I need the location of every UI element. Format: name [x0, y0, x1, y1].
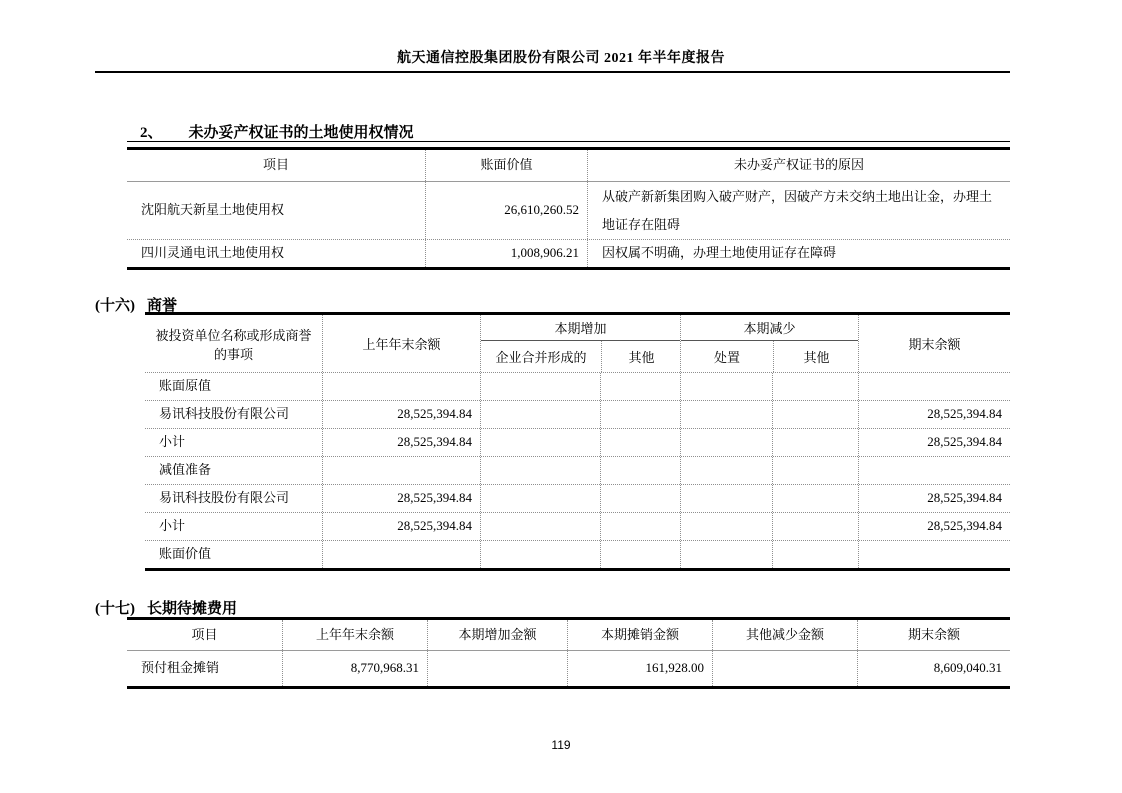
goodwill-col-increase-other: 其他 — [601, 341, 681, 372]
goodwill-col-increase-group — [480, 315, 680, 372]
land-col-reason: 未办妥产权证书的原因 — [587, 150, 1010, 181]
goodwill-col-end: 期末余额 — [858, 315, 1010, 372]
goodwill-cell-inc2 — [600, 541, 680, 568]
section-goodwill-number: (十六) — [95, 298, 135, 314]
land-table — [127, 147, 1010, 270]
section-land-number: 2、 — [140, 125, 163, 141]
land-row-item: 四川灵通电讯土地使用权 — [141, 245, 285, 261]
goodwill-cell-prev — [322, 541, 480, 568]
deferred-cell-end: 8,609,040.31 — [857, 651, 1010, 686]
land-row-item: 沈阳航天新星土地使用权 — [141, 202, 285, 218]
goodwill-cell-dec1 — [680, 541, 772, 568]
goodwill-cell-dec2 — [772, 373, 858, 400]
section-deferred-title: 长期待摊费用 — [147, 601, 238, 617]
land-col-value: 账面价值 — [425, 150, 587, 181]
goodwill-cell-dec2 — [772, 513, 858, 540]
section-land-heading — [140, 121, 414, 142]
goodwill-cell-end — [858, 373, 1010, 400]
goodwill-cell-inc1 — [480, 373, 600, 400]
section-deferred-number: (十七) — [95, 601, 135, 617]
deferred-col-other-decrease: 其他减少金额 — [712, 620, 857, 650]
goodwill-cell-inc1 — [480, 541, 600, 568]
goodwill-cell-inc2 — [600, 457, 680, 484]
deferred-col-end: 期末余额 — [857, 620, 1010, 650]
goodwill-row-subtotal — [145, 512, 1010, 540]
goodwill-cell-dec1 — [680, 457, 772, 484]
goodwill-cell-item: 小计 — [159, 434, 186, 450]
land-row-value: 1,008,906.21 — [425, 240, 587, 267]
section-land-underline — [127, 141, 1010, 142]
section-goodwill-title: 商誉 — [147, 298, 178, 314]
goodwill-cell-inc2 — [600, 485, 680, 512]
goodwill-cell-dec1 — [680, 485, 772, 512]
deferred-col-item: 项目 — [191, 626, 218, 642]
header-rule — [95, 71, 1010, 73]
goodwill-row-book-value — [145, 540, 1010, 568]
goodwill-cell-inc1 — [480, 485, 600, 512]
goodwill-row-original-value — [145, 372, 1010, 400]
goodwill-cell-inc2 — [600, 401, 680, 428]
land-row-value: 26,610,260.52 — [425, 182, 587, 239]
deferred-col-increase: 本期增加金额 — [427, 620, 567, 650]
land-row-reason: 因权属不明确，办理土地使用证存在障碍 — [587, 240, 1010, 267]
section-land-title: 未办妥产权证书的土地使用权情况 — [188, 125, 414, 141]
goodwill-cell-end — [858, 457, 1010, 484]
land-table-header-row — [127, 150, 1010, 181]
goodwill-cell-item: 易讯科技股份有限公司 — [159, 490, 290, 506]
goodwill-cell-end: 28,525,394.84 — [858, 429, 1010, 456]
document-header-title: 航天通信控股集团股份有限公司 2021 年半年度报告 — [397, 51, 725, 66]
land-table-row — [127, 181, 1010, 239]
deferred-cell-item: 预付租金摊销 — [141, 660, 220, 676]
goodwill-col-decrease-group — [680, 315, 858, 372]
goodwill-cell-dec1 — [680, 429, 772, 456]
goodwill-cell-inc1 — [480, 401, 600, 428]
goodwill-col-increase: 本期增加 — [481, 315, 680, 341]
land-table-row — [127, 239, 1010, 267]
goodwill-cell-dec1 — [680, 513, 772, 540]
goodwill-cell-end: 28,525,394.84 — [858, 485, 1010, 512]
deferred-cell-prev: 8,770,968.31 — [282, 651, 427, 686]
goodwill-cell-dec2 — [772, 401, 858, 428]
goodwill-cell-item: 易讯科技股份有限公司 — [159, 406, 290, 422]
goodwill-row-company — [145, 484, 1010, 512]
goodwill-cell-dec2 — [772, 457, 858, 484]
goodwill-cell-item: 账面价值 — [159, 546, 212, 562]
deferred-table-header-row — [127, 620, 1010, 650]
goodwill-col-decrease-other: 其他 — [773, 341, 859, 372]
page-number: 119 — [551, 738, 571, 752]
goodwill-cell-end: 28,525,394.84 — [858, 513, 1010, 540]
deferred-cell-increase — [427, 651, 567, 686]
goodwill-cell-dec2 — [772, 429, 858, 456]
goodwill-col-prev: 上年年末余额 — [322, 315, 480, 372]
goodwill-cell-dec1 — [680, 373, 772, 400]
goodwill-cell-inc2 — [600, 429, 680, 456]
deferred-col-prev: 上年年末余额 — [282, 620, 427, 650]
goodwill-row-company — [145, 400, 1010, 428]
goodwill-cell-item: 减值准备 — [159, 462, 212, 478]
goodwill-row-subtotal — [145, 428, 1010, 456]
goodwill-row-impairment — [145, 456, 1010, 484]
goodwill-cell-inc1 — [480, 429, 600, 456]
goodwill-cell-prev: 28,525,394.84 — [322, 513, 480, 540]
deferred-table — [127, 617, 1010, 689]
goodwill-col-item: 被投资单位名称或形成商誉的事项 — [155, 327, 312, 362]
goodwill-cell-inc2 — [600, 513, 680, 540]
goodwill-cell-dec2 — [772, 485, 858, 512]
goodwill-cell-prev: 28,525,394.84 — [322, 401, 480, 428]
goodwill-cell-dec1 — [680, 401, 772, 428]
goodwill-table-header — [145, 315, 1010, 372]
goodwill-cell-end: 28,525,394.84 — [858, 401, 1010, 428]
land-row-reason: 从破产新新集团购入破产财产，因破产方未交纳土地出让金，办理土地证存在阻碍 — [587, 182, 1010, 239]
goodwill-cell-inc1 — [480, 457, 600, 484]
deferred-table-row — [127, 650, 1010, 686]
deferred-cell-other-decrease — [712, 651, 857, 686]
deferred-col-amortized: 本期摊销金额 — [567, 620, 712, 650]
goodwill-cell-prev — [322, 373, 480, 400]
deferred-cell-amortized: 161,928.00 — [567, 651, 712, 686]
goodwill-cell-item: 小计 — [159, 518, 186, 534]
goodwill-col-increase-merger: 企业合并形成的 — [495, 350, 587, 365]
goodwill-cell-item: 账面原值 — [159, 378, 212, 394]
goodwill-cell-prev: 28,525,394.84 — [322, 485, 480, 512]
goodwill-col-decrease-disposal: 处置 — [713, 350, 740, 365]
goodwill-cell-dec2 — [772, 541, 858, 568]
goodwill-table — [145, 312, 1010, 571]
section-deferred-heading — [95, 597, 237, 618]
goodwill-col-decrease: 本期减少 — [681, 315, 858, 341]
goodwill-cell-inc1 — [480, 513, 600, 540]
goodwill-cell-inc2 — [600, 373, 680, 400]
goodwill-cell-prev — [322, 457, 480, 484]
goodwill-cell-end — [858, 541, 1010, 568]
goodwill-cell-prev: 28,525,394.84 — [322, 429, 480, 456]
land-col-item: 项目 — [262, 157, 289, 173]
